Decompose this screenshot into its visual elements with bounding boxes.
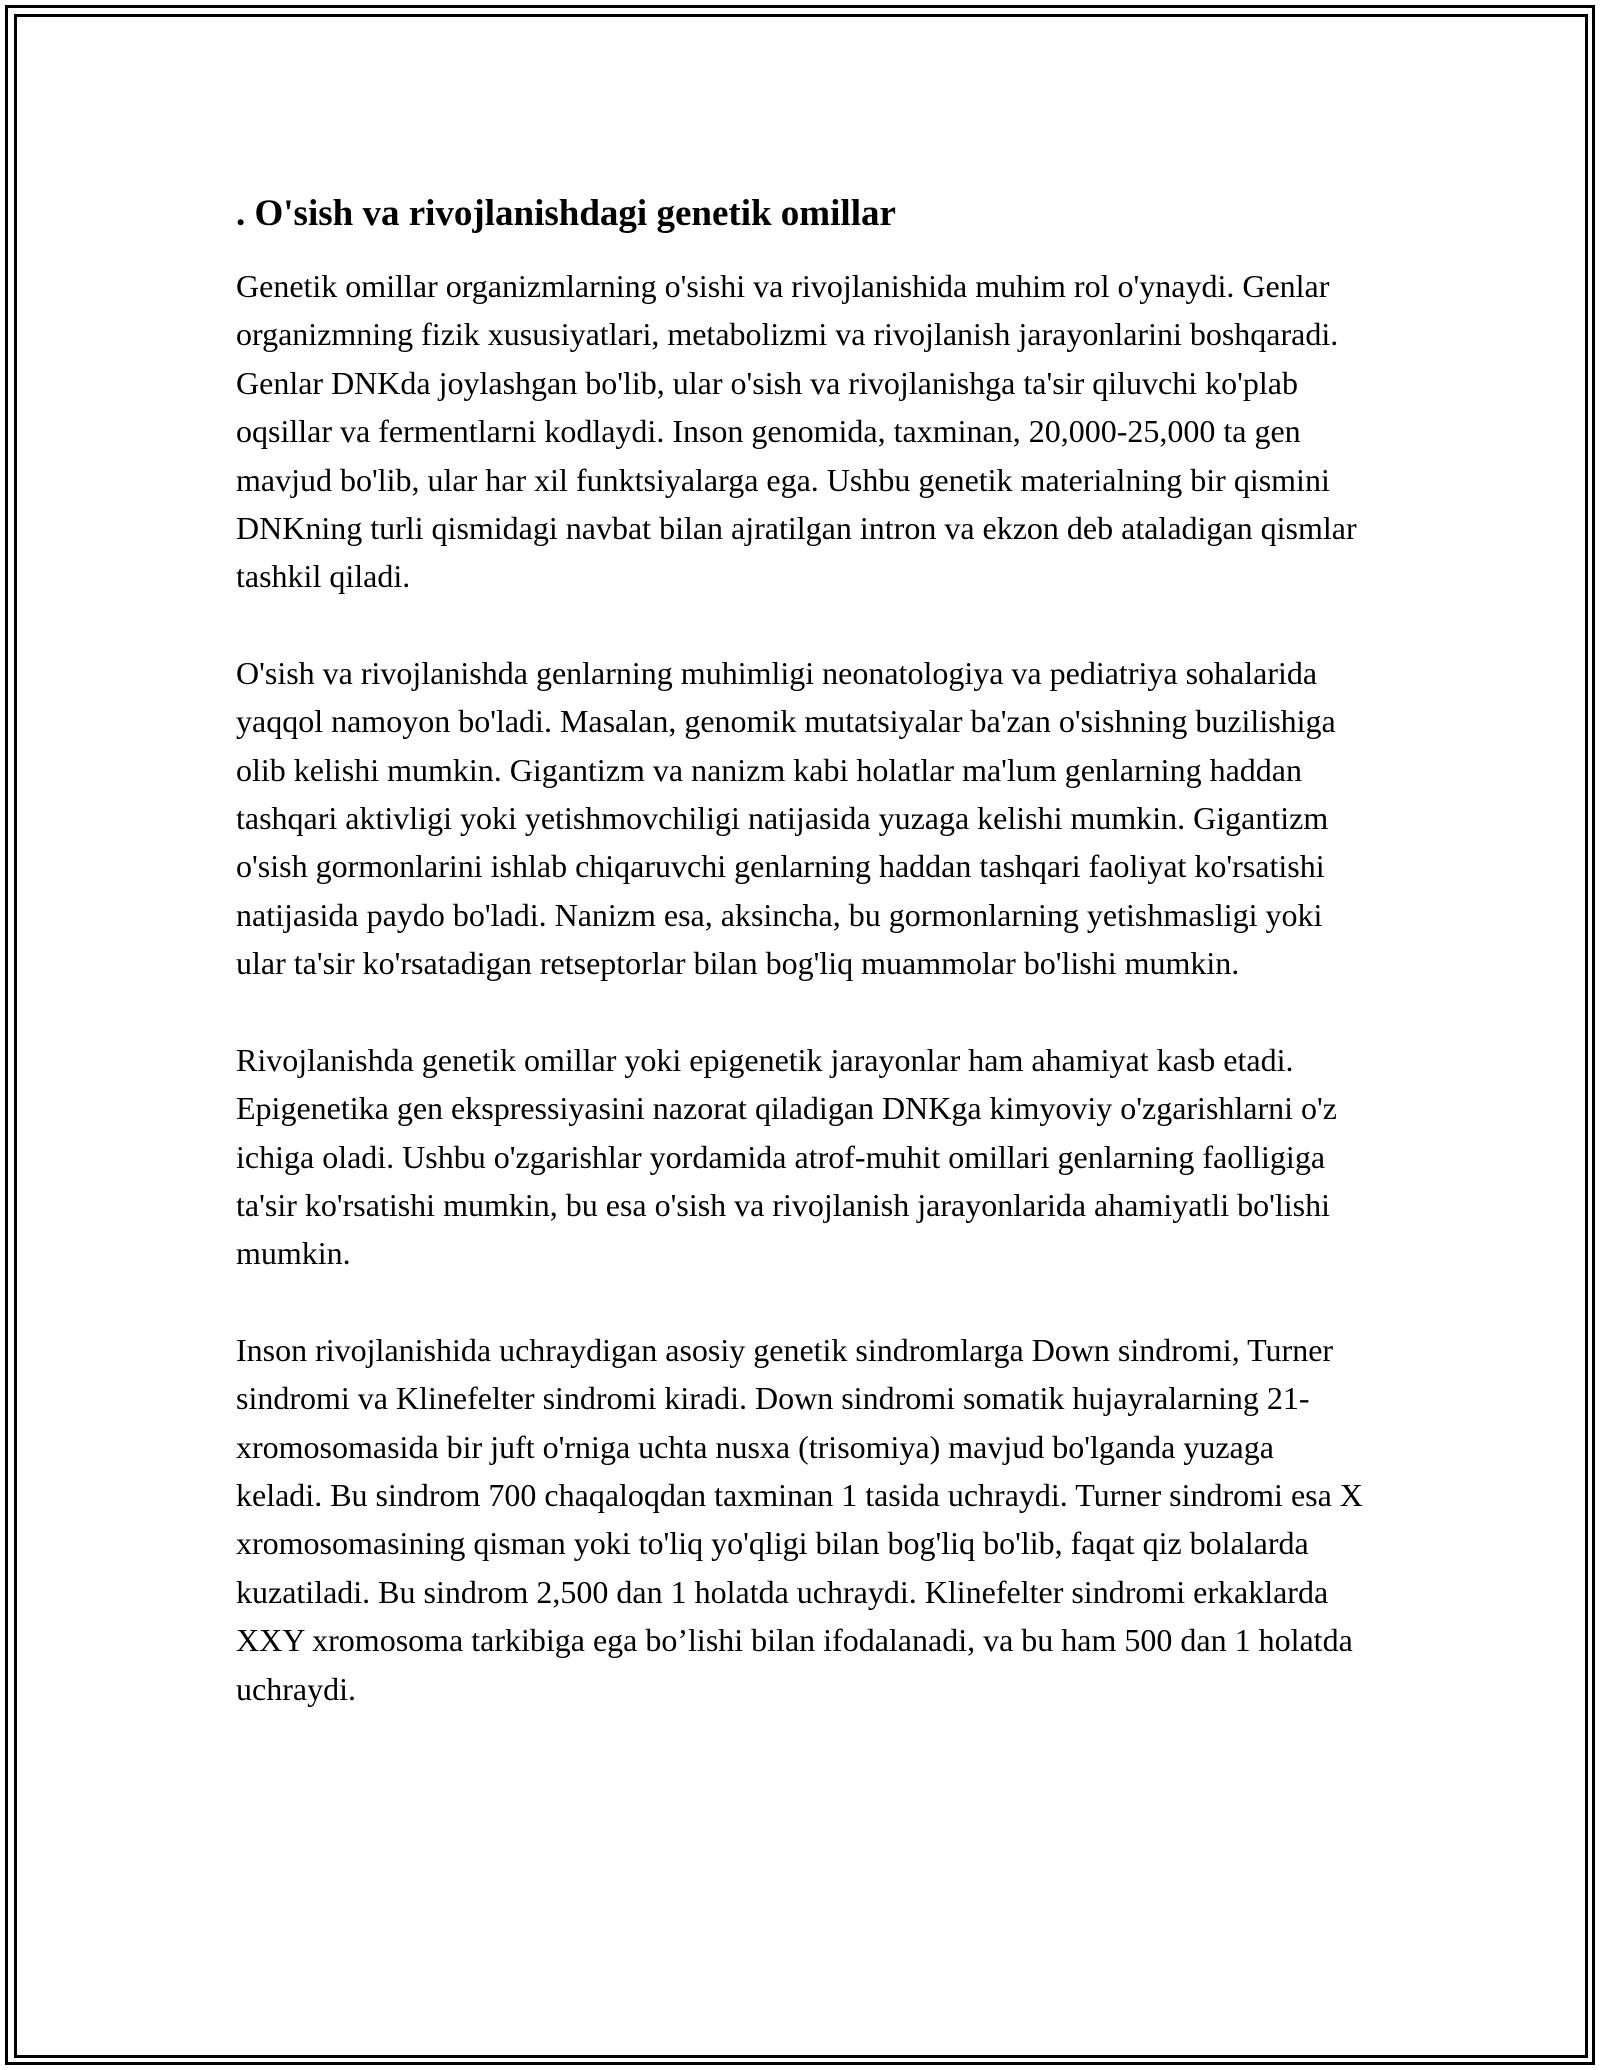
paragraph-genetic-syndromes: Inson rivojlanishida uchraydigan asosiy genetik sindromlarga Down sindromi, Turner sindromi va Klinefelter sindromi kiradi. Down sindromi somatik hujayralarning 21-xromosomasida bir juft o'rniga uchta nusxa (trisomiya) mavjud bo'lganda yuzaga keladi. Bu sindrom 700 chaqaloqdan taxminan 1 tasida uchraydi. Turner sindromi esa X xromosomasining qisman yoki to'liq yo'qligi bilan bog'liq bo'lib, faqat qiz bolalarda kuzatiladi. Bu sindrom 2,500 dan 1 holatda uchraydi. Klinefelter sindromi erkaklarda XXY xromosoma tarkibiga ega bo’lishi bilan ifodalanadi, va bu ham 500 dan 1 holatda uchraydi.: [236, 1331, 1363, 1707]
document-title: . O'sish va rivojlanishdagi genetik omillar: [236, 193, 896, 234]
paragraph-epigenetics: Rivojlanishda genetik omillar yoki epigenetik jarayonlar ham ahamiyat kasb etadi. Epigenetika gen ekspressiyasini nazorat qiladigan DNKga kimyoviy o'zgarishlarni o'z ichiga oladi. Ushbu o'zgarishlar yordamida atrof-muhit omillari genlarning faolligiga ta'sir ko'rsatishi mumkin, bu esa o'sish va rivojlanish jarayonlarida ahamiyatli bo'lishi mumkin.: [236, 1041, 1337, 1272]
paragraph-genetic-factors: Genetik omillar organizmlarning o'sishi va rivojlanishida muhim rol o'ynaydi. Genlar organizmning fizik xususiyatlari, metabolizmi va rivojlanish jarayonlarini boshqaradi. Genlar DNKda joylashgan bo'lib, ular o'sish va rivojlanishga ta'sir qiluvchi ko'plab oqsillar va fermentlarni kodlaydi. Inson genomida, taxminan, 20,000-25,000 ta gen mavjud bo'lib, ular har xil funktsiyalarga ega. Ushbu genetik materialning bir qismini DNKning turli qismidagi navbat bilan ajratilgan intron va ekzon deb ataladigan qismlar tashkil qiladi.: [236, 268, 1357, 595]
paragraph-growth-disorders: O'sish va rivojlanishda genlarning muhimligi neonatologiya va pediatriya sohalarida yaqqol namoyon bo'ladi. Masalan, genomik mutatsiyalar ba'zan o'sishning buzilishiga olib kelishi mumkin. Gigantizm va nanizm kabi holatlar ma'lum genlarning haddan tashqari aktivligi yoki yetishmovchiligi natijasida yuzaga kelishi mumkin. Gigantizm o'sish gormonlarini ishlab chiqaruvchi genlarning haddan tashqari faoliyat ko'rsatishi natijasida paydo bo'ladi. Nanizm esa, aksincha, bu gormonlarning yetishmasligi yoki ular ta'sir ko'rsatadigan retseptorlar bilan bog'liq muammolar bo'lishi mumkin.: [236, 654, 1336, 982]
document-page: [236, 188, 1366, 1713]
